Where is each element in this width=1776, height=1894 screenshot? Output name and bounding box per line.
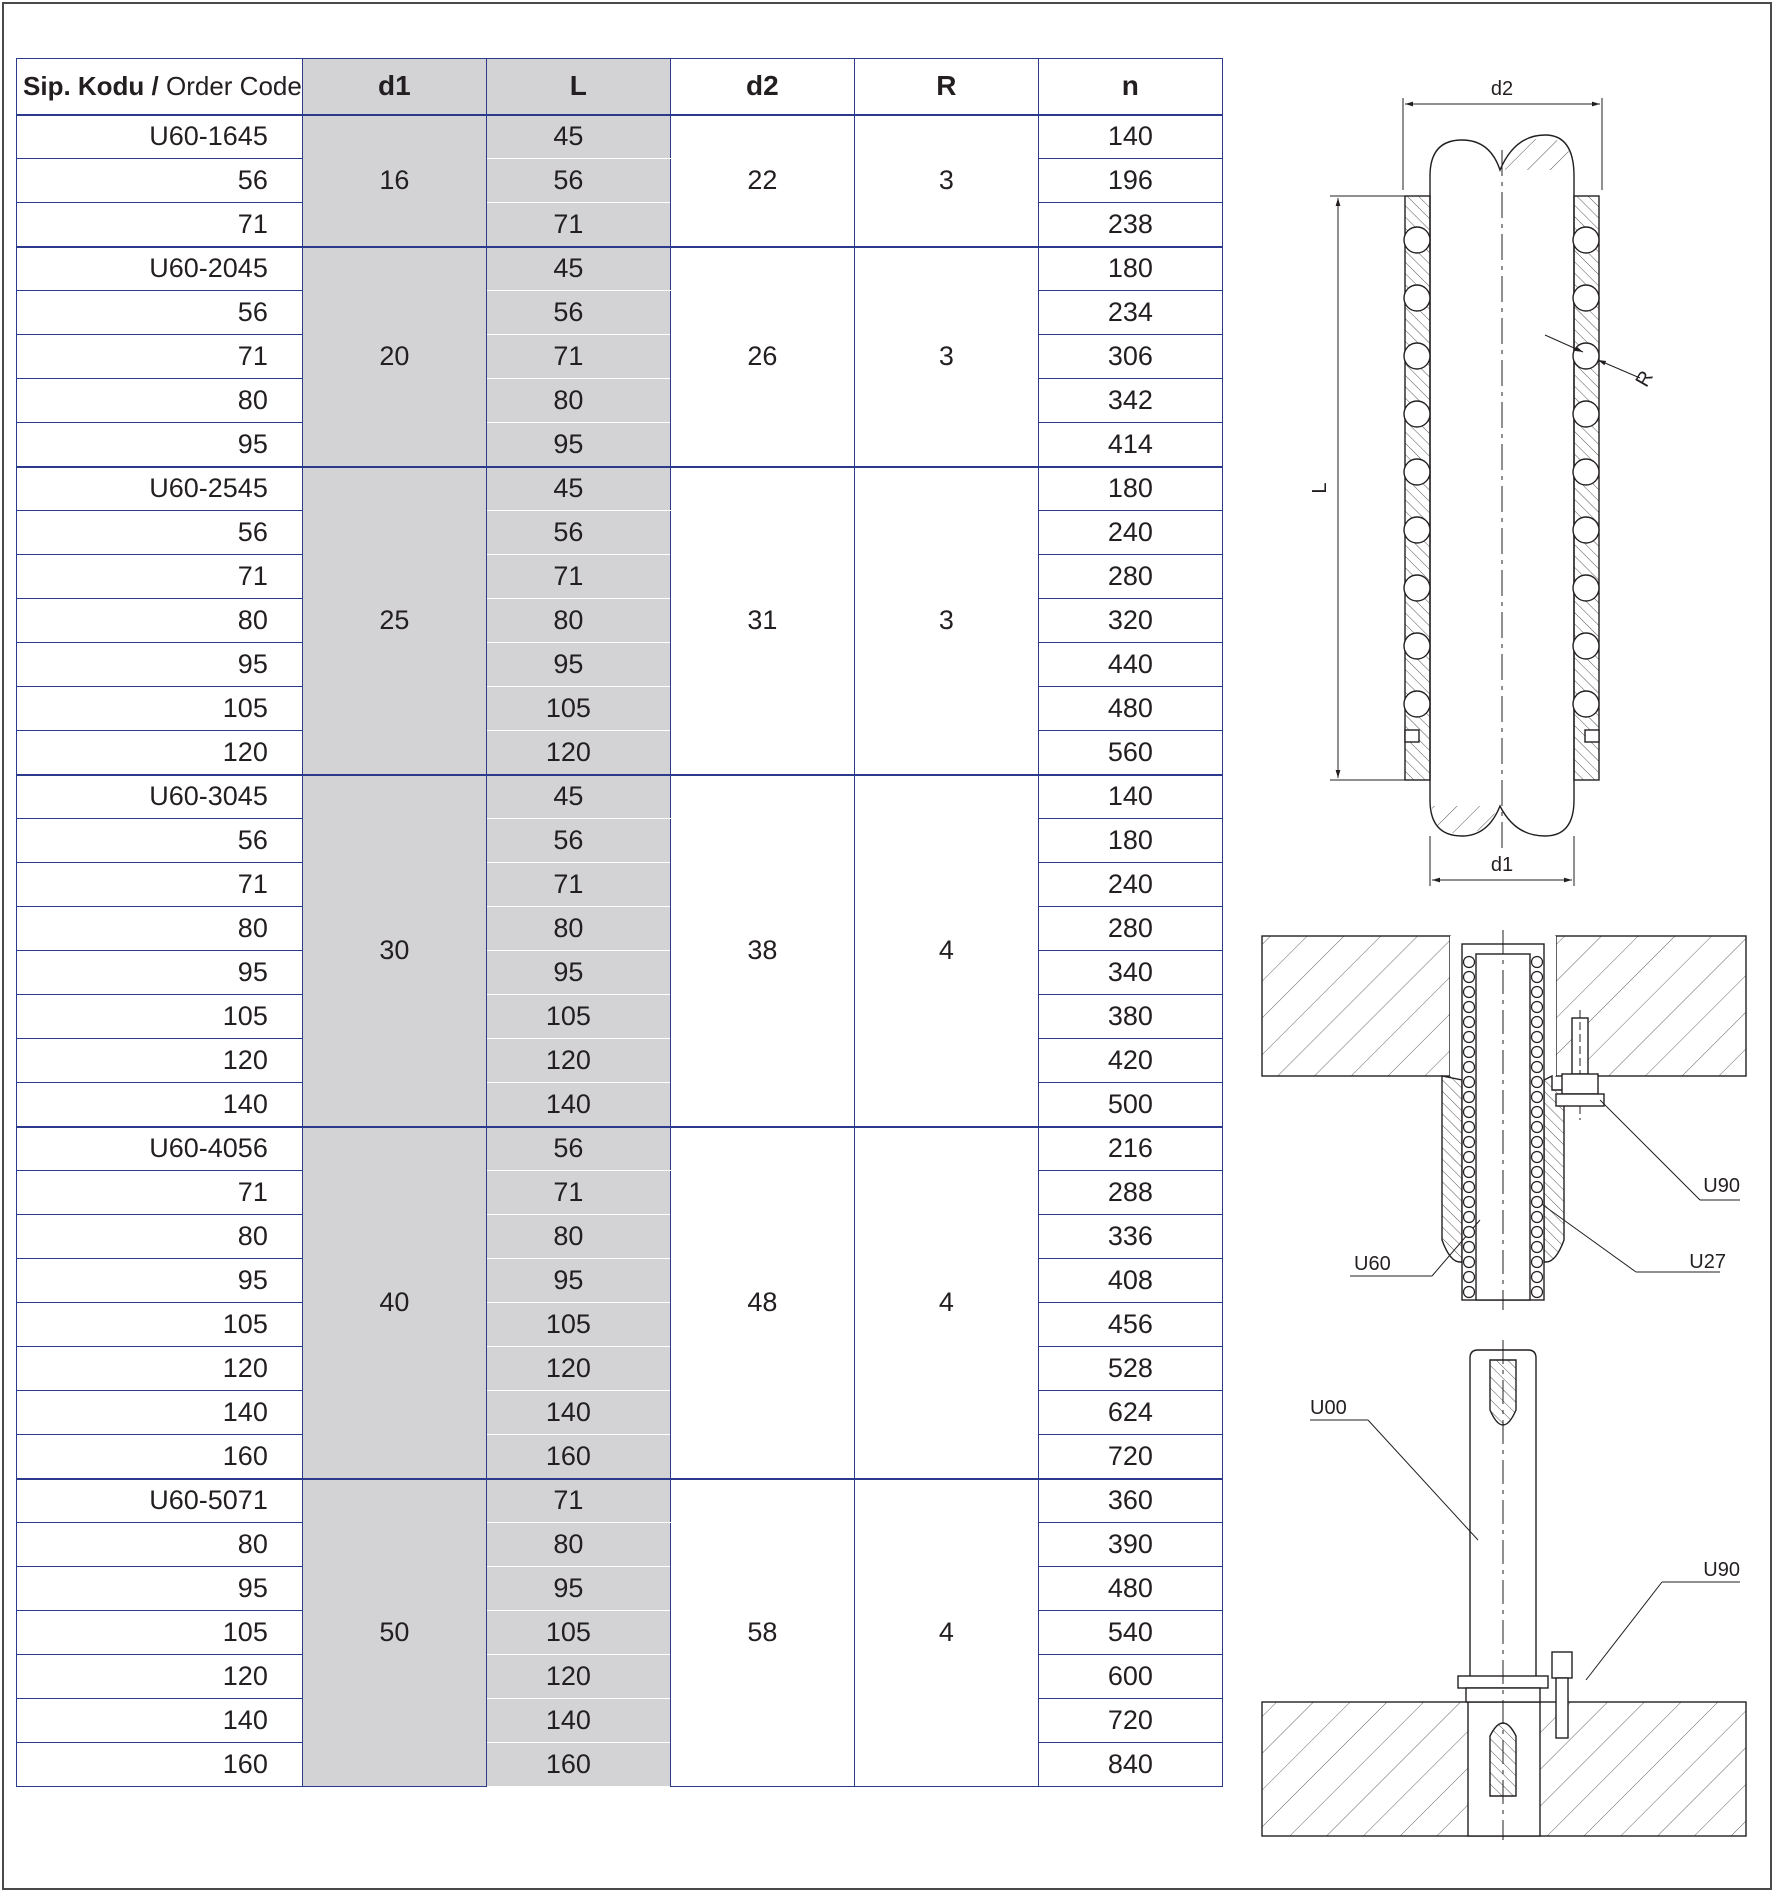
ball-count-cell: 342 bbox=[1038, 379, 1222, 423]
ball-count-cell: 240 bbox=[1038, 863, 1222, 907]
u90-label-middle: U90 bbox=[1703, 1175, 1740, 1197]
ball-count-cell: 390 bbox=[1038, 1523, 1222, 1567]
bushing-ball bbox=[1464, 1017, 1475, 1028]
order-code-cell: 140 bbox=[17, 1391, 303, 1435]
bushing-ball bbox=[1464, 1047, 1475, 1058]
ball-count-cell: 720 bbox=[1038, 1699, 1222, 1743]
ball-count-cell: 540 bbox=[1038, 1611, 1222, 1655]
ball-count-cell: 840 bbox=[1038, 1743, 1222, 1787]
ball-count-cell: 480 bbox=[1038, 687, 1222, 731]
d2-cell: 31 bbox=[670, 467, 854, 775]
order-code-cell: 95 bbox=[17, 423, 303, 467]
order-code-cell: U60-4056 bbox=[17, 1127, 303, 1171]
length-cell: 56 bbox=[486, 1127, 670, 1171]
radius-cell: 4 bbox=[854, 775, 1038, 1127]
ball-count-cell: 420 bbox=[1038, 1039, 1222, 1083]
d1-cell: 20 bbox=[302, 247, 486, 467]
order-code-cell: 56 bbox=[17, 291, 303, 335]
bushing-ball bbox=[1532, 1092, 1543, 1103]
bushing-ball bbox=[1464, 1062, 1475, 1073]
d1-cell: 50 bbox=[302, 1479, 486, 1787]
order-code-cell: 71 bbox=[17, 555, 303, 599]
bushing-ball bbox=[1532, 1182, 1543, 1193]
bushing-ball bbox=[1464, 1152, 1475, 1163]
bushing-ball bbox=[1464, 972, 1475, 983]
ball-count-cell: 360 bbox=[1038, 1479, 1222, 1523]
length-cell: 56 bbox=[486, 159, 670, 203]
length-cell: 95 bbox=[486, 643, 670, 687]
length-cell: 80 bbox=[486, 379, 670, 423]
ball-count-cell: 288 bbox=[1038, 1171, 1222, 1215]
order-code-cell: 80 bbox=[17, 1523, 303, 1567]
length-cell: 120 bbox=[486, 1655, 670, 1699]
order-code-cell: 56 bbox=[17, 159, 303, 203]
length-cell: 45 bbox=[486, 775, 670, 819]
length-cell: 56 bbox=[486, 511, 670, 555]
order-code-cell: 56 bbox=[17, 819, 303, 863]
ball-count-cell: 180 bbox=[1038, 247, 1222, 291]
ball-count-cell: 340 bbox=[1038, 951, 1222, 995]
bushing-ball bbox=[1532, 1122, 1543, 1133]
bushing-ball bbox=[1532, 1227, 1543, 1238]
ball-count-cell: 180 bbox=[1038, 819, 1222, 863]
bushing-ball bbox=[1464, 1002, 1475, 1013]
bushing-ball bbox=[1464, 1107, 1475, 1118]
length-cell: 140 bbox=[486, 1699, 670, 1743]
ball-count-cell: 528 bbox=[1038, 1347, 1222, 1391]
length-cell: 56 bbox=[486, 291, 670, 335]
ball-count-cell: 624 bbox=[1038, 1391, 1222, 1435]
length-cell: 120 bbox=[486, 731, 670, 775]
bushing-ball bbox=[1464, 1197, 1475, 1208]
bushing-ball bbox=[1532, 972, 1543, 983]
bushing-ball bbox=[1532, 957, 1543, 968]
ball-count-cell: 280 bbox=[1038, 555, 1222, 599]
ball-count-cell: 216 bbox=[1038, 1127, 1222, 1171]
bushing-ball bbox=[1532, 1062, 1543, 1073]
ball-count-cell: 600 bbox=[1038, 1655, 1222, 1699]
length-dimension-label: L bbox=[1309, 482, 1331, 494]
d2-cell: 48 bbox=[670, 1127, 854, 1479]
bushing-ball bbox=[1532, 1002, 1543, 1013]
bushing-ball bbox=[1464, 1257, 1475, 1268]
length-cell: 95 bbox=[486, 423, 670, 467]
order-code-cell: U60-2545 bbox=[17, 467, 303, 511]
bushing-ball bbox=[1532, 1197, 1543, 1208]
bushing-ball bbox=[1464, 1092, 1475, 1103]
order-code-cell: U60-1645 bbox=[17, 115, 303, 159]
ball-count-cell: 500 bbox=[1038, 1083, 1222, 1127]
length-cell: 71 bbox=[486, 863, 670, 907]
bushing-ball bbox=[1532, 1152, 1543, 1163]
order-code-cell: U60-2045 bbox=[17, 247, 303, 291]
ball-count-cell: 440 bbox=[1038, 643, 1222, 687]
bushing-ball bbox=[1464, 1167, 1475, 1178]
order-code-cell: 105 bbox=[17, 1611, 303, 1655]
length-cell: 120 bbox=[486, 1039, 670, 1083]
length-cell: 71 bbox=[486, 1171, 670, 1215]
length-cell: 56 bbox=[486, 819, 670, 863]
radius-cell: 3 bbox=[854, 115, 1038, 247]
length-cell: 71 bbox=[486, 335, 670, 379]
bushing-ball bbox=[1464, 1077, 1475, 1088]
length-cell: 45 bbox=[486, 467, 670, 511]
u00-label: U00 bbox=[1310, 1397, 1347, 1419]
order-code-cell: 80 bbox=[17, 1215, 303, 1259]
ball-count-cell: 306 bbox=[1038, 335, 1222, 379]
order-code-cell: 120 bbox=[17, 1655, 303, 1699]
order-code-cell: 105 bbox=[17, 687, 303, 731]
length-cell: 71 bbox=[486, 555, 670, 599]
d2-header: d2 bbox=[670, 59, 854, 115]
length-cell: 45 bbox=[486, 247, 670, 291]
bushing-ball bbox=[1532, 987, 1543, 998]
order-code-cell: 105 bbox=[17, 995, 303, 1039]
order-code-cell: 105 bbox=[17, 1303, 303, 1347]
length-cell: 80 bbox=[486, 1215, 670, 1259]
d2-cell: 26 bbox=[670, 247, 854, 467]
length-cell: 140 bbox=[486, 1391, 670, 1435]
radius-cell: 3 bbox=[854, 247, 1038, 467]
length-cell: 80 bbox=[486, 907, 670, 951]
bushing-ball bbox=[1464, 1122, 1475, 1133]
ball-count-cell: 280 bbox=[1038, 907, 1222, 951]
ball-count-cell: 380 bbox=[1038, 995, 1222, 1039]
order-code-cell: 120 bbox=[17, 1039, 303, 1083]
length-cell: 95 bbox=[486, 1567, 670, 1611]
plate-assembly-drawing bbox=[1262, 930, 1746, 1310]
bushing-ball bbox=[1464, 1287, 1475, 1298]
length-cell: 105 bbox=[486, 995, 670, 1039]
order-code-cell: 160 bbox=[17, 1435, 303, 1479]
order-code-cell: 80 bbox=[17, 599, 303, 643]
length-cell: 80 bbox=[486, 1523, 670, 1567]
order-code-cell: 160 bbox=[17, 1743, 303, 1787]
ball-count-cell: 320 bbox=[1038, 599, 1222, 643]
length-cell: 160 bbox=[486, 1435, 670, 1479]
ball-count-cell: 336 bbox=[1038, 1215, 1222, 1259]
length-cell: 105 bbox=[486, 1611, 670, 1655]
bushing-ball bbox=[1464, 1242, 1475, 1253]
order-code-cell: 95 bbox=[17, 643, 303, 687]
u90-label-bottom: U90 bbox=[1703, 1559, 1740, 1581]
bushing-ball bbox=[1532, 1137, 1543, 1148]
radius-cell: 3 bbox=[854, 467, 1038, 775]
bushing-ball bbox=[1532, 1212, 1543, 1223]
bushing-ball bbox=[1532, 1272, 1543, 1283]
ball-count-cell: 140 bbox=[1038, 115, 1222, 159]
order-code-cell: 95 bbox=[17, 1567, 303, 1611]
d2-dimension-label: d2 bbox=[1490, 78, 1514, 100]
ball-count-cell: 480 bbox=[1038, 1567, 1222, 1611]
length-cell: 105 bbox=[486, 1303, 670, 1347]
bushing-ball bbox=[1464, 1212, 1475, 1223]
d1-header: d1 bbox=[302, 59, 486, 115]
bushing-ball bbox=[1464, 957, 1475, 968]
bushing-ball bbox=[1532, 1047, 1543, 1058]
radius-cell: 4 bbox=[854, 1479, 1038, 1787]
order-code-cell: 120 bbox=[17, 731, 303, 775]
bushing-ball bbox=[1464, 987, 1475, 998]
bushing-ball bbox=[1464, 1032, 1475, 1043]
bushing-ball bbox=[1532, 1017, 1543, 1028]
d1-dimension-label: d1 bbox=[1490, 854, 1514, 876]
u27-label: U27 bbox=[1689, 1251, 1726, 1273]
d2-cell: 22 bbox=[670, 115, 854, 247]
ball-count-cell: 140 bbox=[1038, 775, 1222, 819]
ball-count-cell: 408 bbox=[1038, 1259, 1222, 1303]
bushing-ball bbox=[1532, 1287, 1543, 1298]
length-cell: 105 bbox=[486, 687, 670, 731]
bushing-ball bbox=[1464, 1227, 1475, 1238]
length-cell: 95 bbox=[486, 951, 670, 995]
bushing-ball bbox=[1464, 1137, 1475, 1148]
bushing-ball bbox=[1532, 1077, 1543, 1088]
d1-cell: 16 bbox=[302, 115, 486, 247]
ball-count-cell: 456 bbox=[1038, 1303, 1222, 1347]
order-code-cell: 71 bbox=[17, 335, 303, 379]
length-cell: 120 bbox=[486, 1347, 670, 1391]
order-code-cell: 71 bbox=[17, 1171, 303, 1215]
ball-count-cell: 196 bbox=[1038, 159, 1222, 203]
d2-cell: 38 bbox=[670, 775, 854, 1127]
order-code-cell: 80 bbox=[17, 907, 303, 951]
radius-cell: 4 bbox=[854, 1127, 1038, 1479]
ball-count-header: n bbox=[1038, 59, 1222, 115]
bushing-section-drawing bbox=[1330, 98, 1640, 886]
order-code-header-tr: Sip. Kodu bbox=[23, 70, 145, 101]
bushing-ball bbox=[1532, 1032, 1543, 1043]
bushing-ball bbox=[1464, 1182, 1475, 1193]
length-cell: 95 bbox=[486, 1259, 670, 1303]
d2-cell: 58 bbox=[670, 1479, 854, 1787]
order-code-cell: 71 bbox=[17, 203, 303, 247]
radius-header: R bbox=[854, 59, 1038, 115]
length-cell: 80 bbox=[486, 599, 670, 643]
order-code-cell: 56 bbox=[17, 511, 303, 555]
ball-count-cell: 234 bbox=[1038, 291, 1222, 335]
ball-count-cell: 720 bbox=[1038, 1435, 1222, 1479]
d1-cell: 40 bbox=[302, 1127, 486, 1479]
length-cell: 160 bbox=[486, 1743, 670, 1787]
order-code-cell: 71 bbox=[17, 863, 303, 907]
order-code-cell: U60-5071 bbox=[17, 1479, 303, 1523]
order-code-cell: 140 bbox=[17, 1083, 303, 1127]
d1-cell: 30 bbox=[302, 775, 486, 1127]
bushing-ball bbox=[1532, 1257, 1543, 1268]
order-code-cell: 80 bbox=[17, 379, 303, 423]
order-code-cell: 140 bbox=[17, 1699, 303, 1743]
ball-count-cell: 238 bbox=[1038, 203, 1222, 247]
radius-dimension-label: R bbox=[1631, 367, 1658, 391]
ball-count-cell: 560 bbox=[1038, 731, 1222, 775]
ball-count-cell: 240 bbox=[1038, 511, 1222, 555]
order-code-header-separator: / bbox=[144, 70, 166, 101]
order-code-header-en: Order Code bbox=[166, 70, 302, 101]
order-code-cell: 120 bbox=[17, 1347, 303, 1391]
u60-label: U60 bbox=[1354, 1253, 1391, 1275]
length-cell: 140 bbox=[486, 1083, 670, 1127]
bushing-ball bbox=[1532, 1107, 1543, 1118]
bushing-ball bbox=[1464, 1272, 1475, 1283]
order-code-cell: U60-3045 bbox=[17, 775, 303, 819]
order-code-cell: 95 bbox=[17, 1259, 303, 1303]
length-cell: 45 bbox=[486, 115, 670, 159]
length-cell: 71 bbox=[486, 203, 670, 247]
ball-count-cell: 414 bbox=[1038, 423, 1222, 467]
bushing-ball bbox=[1532, 1167, 1543, 1178]
length-cell: 71 bbox=[486, 1479, 670, 1523]
length-header: L bbox=[486, 59, 670, 115]
ball-count-cell: 180 bbox=[1038, 467, 1222, 511]
order-code-cell: 95 bbox=[17, 951, 303, 995]
bushing-ball bbox=[1532, 1242, 1543, 1253]
d1-cell: 25 bbox=[302, 467, 486, 775]
